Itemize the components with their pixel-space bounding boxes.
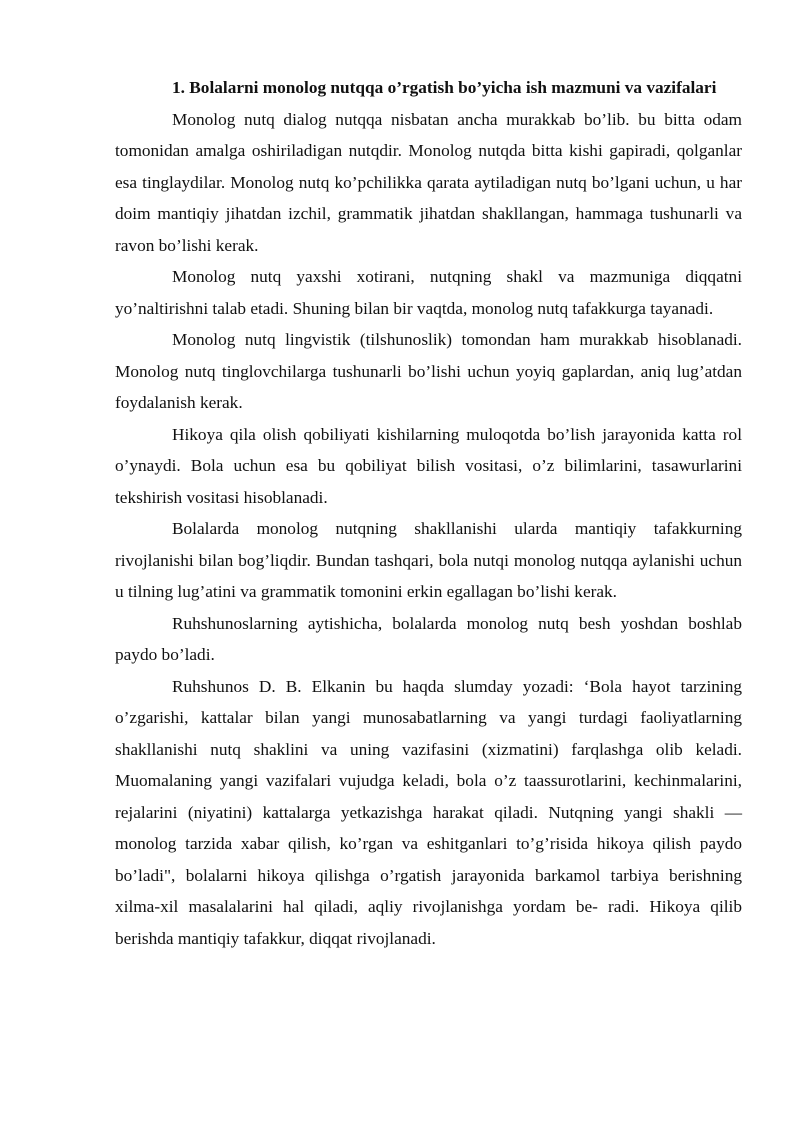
section-heading: 1. Bolalarni monolog nutqqa o’rgatish bo’yicha ish mazmuni va vazifalari [172,78,717,97]
paragraph: Hikoya qila olish qobiliyati kishilarning muloqotda bo’lish jarayonida katta rol o’ynaydi. Bola uchun esa bu qobiliyat bilish vositasi, o’z bilimlarini, tasawurlarini tekshirish vositasi hisoblanadi. [115,424,742,507]
paragraph: Bolalarda monolog nutqning shakllanishi ularda mantiqiy tafakkurning rivojlanishi bilan bog’liqdir. Bundan tashqari, bola nutqi monolog nutqqa aylanishi uchun u tilning lug’atini va grammatik tomonini erkin egallagan bo’lishi kerak. [115,519,742,601]
paragraph: Ruhshunoslarning aytishicha, bolalarda monolog nutq besh yoshdan boshlab paydo bo’ladi. [115,613,742,664]
document-page [115,72,742,954]
paragraph: Ruhshunos D. B. Elkanin bu haqda slumday yozadi: ‘Bola hayot tarzining o’zgarishi, kattalar bilan yangi munosabatlarning va yangi turdagi faoliyatlarning shakllanishi nutq shaklini va uning vazifasini (xizmatini) farqlashga olib keladi. Muomalaning yangi vazifalari vujudga keladi, bola o’z taassurotlarini, kechinmalarini, rejalarini (niyatini) kattalarga yetkazishga harakat qiladi. Nutqning yangi shakli — monolog tarzida xabar qilish, ko’rgan va eshitganlari to’g’risida hikoya qilish paydo bo’ladi", bolalarni hikoya qilishga o’rgatish jarayonida barkamol tarbiya berishning xilma-xil masalalarini hal qiladi, aqliy rivojlanishga yordam be- radi. Hikoya qilib berishda mantiqiy tafakkur, diqqat rivojlanadi. [115,676,742,948]
paragraph: Monolog nutq lingvistik (tilshunoslik) tomondan ham murakkab hisoblanadi. Monolog nutq tinglovchilarga tushunarli bo’lishi uchun yoyiq gaplardan, aniq lug’atdan foydalanish kerak. [115,330,742,412]
paragraph: Monolog nutq yaxshi xotirani, nutqning shakl va mazmuniga diqqatni yo’naltirishni talab etadi. Shuning bilan bir vaqtda, monolog nutq tafakkurga tayanadi. [115,267,742,318]
paragraph: Monolog nutq dialog nutqqa nisbatan ancha murakkab bo’lib. bu bitta odam tomonidan amalga oshiriladigan nutqdir. Monolog nutqda bitta kishi gapiradi, qolganlar esa tinglaydilar. Monolog nutq ko’pchilikka qarata aytiladigan nutq bo’lgani uchun, u har doim mantiqiy jihatdan izchil, grammatik jihatdan shakllangan, hammaga tushunarli va ravon bo’lishi kerak. [115,109,742,255]
